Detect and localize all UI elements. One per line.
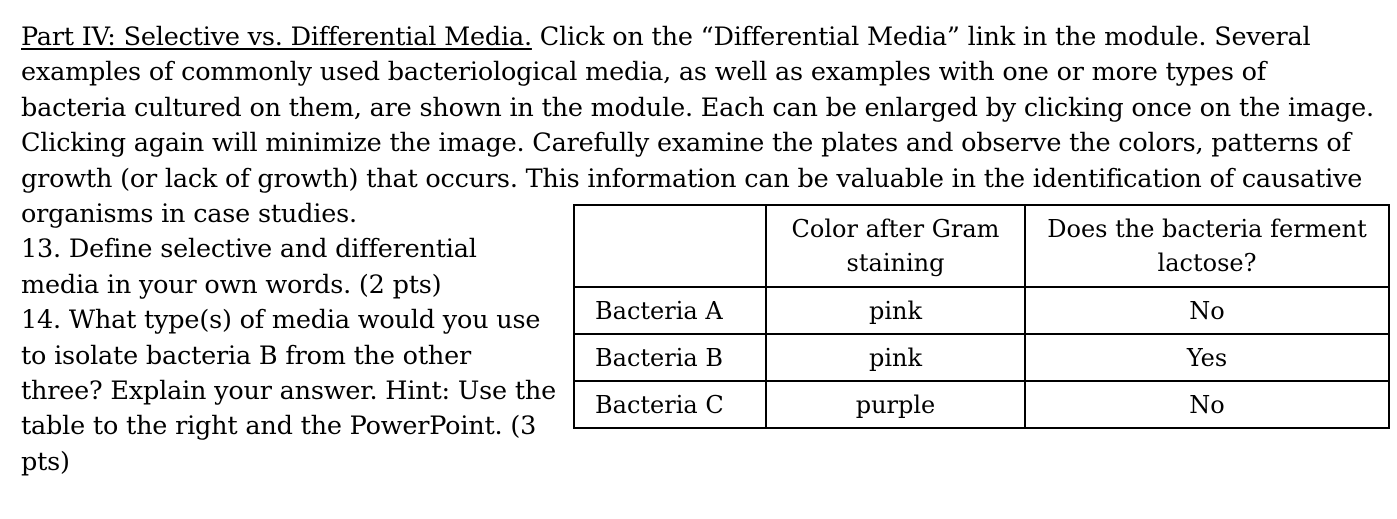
- table-row: [574, 334, 1389, 381]
- part-heading: Part IV: Selective vs. Differential Media.: [21, 22, 532, 52]
- header-lactose-line-2: lactose?: [1157, 249, 1257, 277]
- question-13-line-1: 13. Define selective and differential: [21, 234, 477, 265]
- header-lactose-line-1: Does the bacteria ferment: [1047, 215, 1367, 243]
- row-gram-color: pink: [766, 334, 1025, 381]
- intro-paragraph: [21, 20, 1374, 197]
- question-14-line-4: table to the right and the PowerPoint. (3: [21, 411, 537, 442]
- question-13-line-2: media in your own words. (2 pts): [21, 269, 442, 300]
- table-header-row: [574, 205, 1389, 287]
- row-bacteria-name: Bacteria B: [574, 334, 766, 381]
- intro-section: [21, 20, 1374, 197]
- intro-line-5: growth (or lack of growth) that occurs. This information can be valuable in the identification of causative: [21, 163, 1363, 194]
- question-14-line-3: three? Explain your answer. Hint: Use the: [21, 376, 556, 407]
- header-gram-line-2: staining: [846, 249, 945, 277]
- intro-line-2: examples of commonly used bacteriological media, as well as examples with one or more types of: [21, 57, 1267, 88]
- table-row: [574, 287, 1389, 334]
- bacteria-table: [573, 204, 1390, 429]
- intro-line-1: [21, 20, 1361, 55]
- row-bacteria-name: Bacteria A: [574, 287, 766, 334]
- intro-line-4: Clicking again will minimize the image. Carefully examine the plates and observe the colors, patterns of: [21, 128, 1351, 159]
- questions-block: [21, 197, 566, 480]
- intro-line-1-text: Click on the “Differential Media” link in the module. Several: [531, 22, 1311, 52]
- row-lactose: No: [1025, 381, 1389, 428]
- intro-line-3: bacteria cultured on them, are shown in the module. Each can be enlarged by clicking once on the image.: [21, 92, 1374, 123]
- row-bacteria-name: Bacteria C: [574, 381, 766, 428]
- row-gram-color: purple: [766, 381, 1025, 428]
- row-lactose: Yes: [1025, 334, 1389, 381]
- table-row: [574, 381, 1389, 428]
- header-cell-lactose: [1025, 205, 1389, 287]
- intro-line-6: organisms in case studies.: [21, 199, 357, 229]
- row-gram-color: pink: [766, 287, 1025, 334]
- header-cell-gram-color: [766, 205, 1025, 287]
- header-cell-empty: [574, 205, 766, 287]
- row-lactose: No: [1025, 287, 1389, 334]
- header-gram-line-1: Color after Gram: [791, 215, 1000, 243]
- question-14-line-5: pts): [21, 446, 70, 477]
- question-14-line-1: 14. What type(s) of media would you use: [21, 305, 541, 336]
- question-14-line-2: to isolate bacteria B from the other: [21, 340, 471, 371]
